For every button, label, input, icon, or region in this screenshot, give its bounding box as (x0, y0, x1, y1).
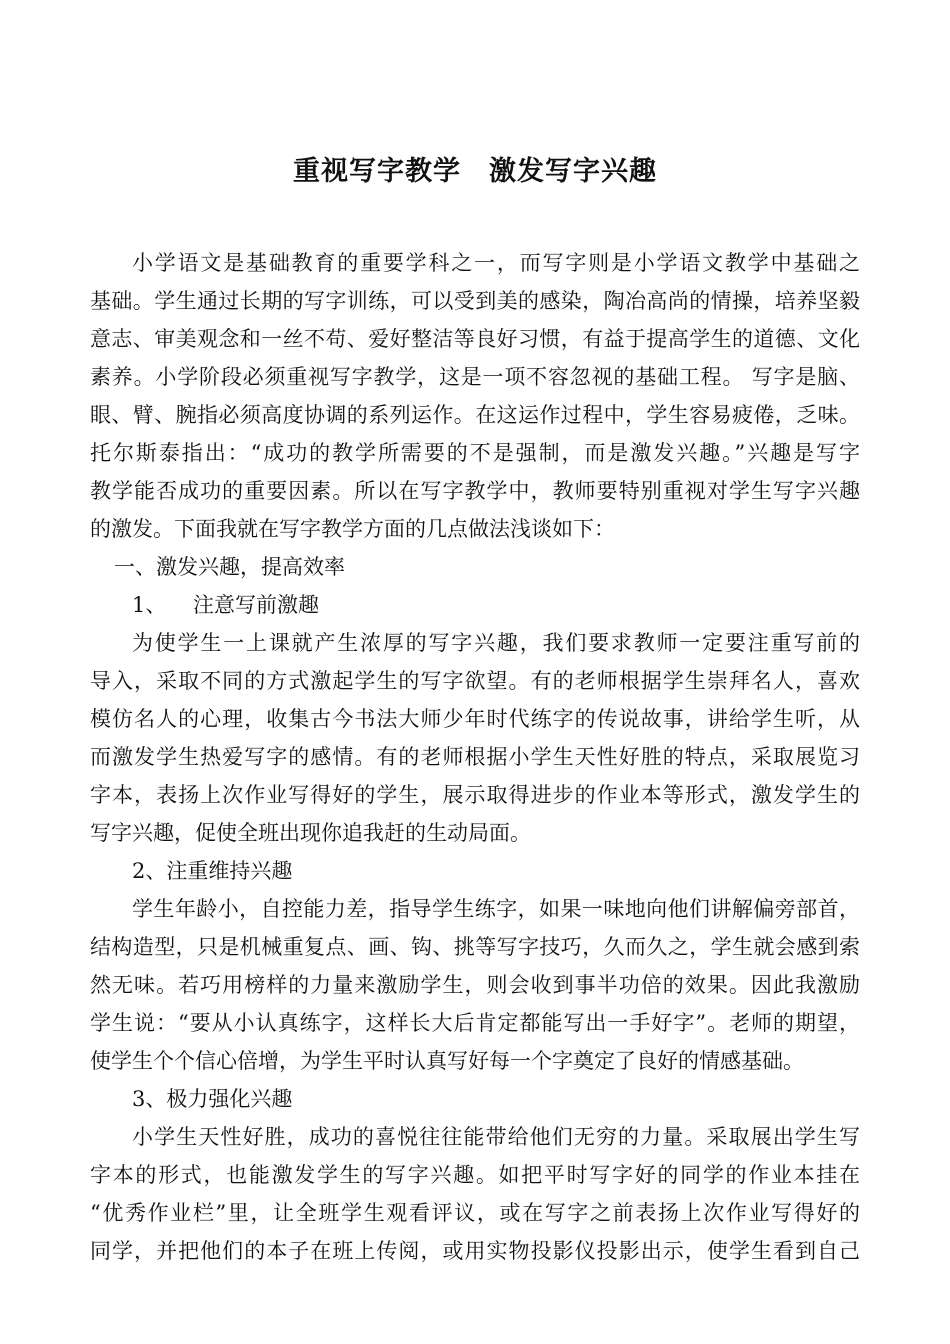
paragraph-line: 素养。小学阶段必须重视写字教学，这是一项不容忽视的基础工程。 写字是脑、 (90, 365, 860, 389)
paragraph-line: 写字兴趣，促使全班出现你追我赶的生动局面。 (90, 821, 531, 845)
paragraph-line: 的激发。下面我就在写字教学方面的几点做法浅谈如下： (90, 517, 615, 541)
paragraph-line: 同学，并把他们的本子在班上传阅，或用实物投影仪投影出示，使学生看到自己 (90, 1239, 860, 1263)
paragraph-line: 然无味。若巧用榜样的力量来激励学生，则会收到事半功倍的效果。因此我激励 (90, 973, 860, 997)
subsection-heading: 2、注重维持兴趣 (132, 859, 293, 883)
paragraph-line: 基础。学生通过长期的写字训练，可以受到美的感染，陶冶高尚的情操，培养坚毅 (90, 289, 860, 313)
paragraph-line: 字本的形式，也能激发学生的写字兴趣。如把平时写字好的同学的作业本挂在 (90, 1163, 860, 1187)
section-heading: 一、激发兴趣，提高效率 (114, 555, 345, 579)
paragraph-line: 而激发学生热爱写字的感情。有的老师根据小学生天性好胜的特点，采取展览习 (90, 745, 860, 769)
paragraph-line: 模仿名人的心理，收集古今书法大师少年时代练字的传说故事，讲给学生听，从 (90, 707, 860, 731)
subsection-heading: 1、 注意写前激趣 (132, 593, 320, 617)
paragraph-line: 学生年龄小，自控能力差，指导学生练字，如果一味地向他们讲解偏旁部首， (132, 897, 860, 921)
paragraph-line: 结构造型，只是机械重复点、画、钩、挑等写字技巧，久而久之，学生就会感到索 (90, 935, 860, 959)
paragraph-line: 为使学生一上课就产生浓厚的写字兴趣，我们要求教师一定要注重写前的 (132, 631, 860, 655)
paragraph-line: 小学生天性好胜，成功的喜悦往往能带给他们无穷的力量。采取展出学生写 (132, 1125, 860, 1149)
paragraph-line: 教学能否成功的重要因素。所以在写字教学中，教师要特别重视对学生写字兴趣 (90, 479, 860, 503)
paragraph-line: 导入，采取不同的方式激起学生的写字欲望。有的老师根据学生崇拜名人，喜欢 (90, 669, 860, 693)
subsection-heading: 3、极力强化兴趣 (132, 1087, 293, 1111)
paragraph-line: 学生说：“要从小认真练字，这样长大后肯定都能写出一手好字”。老师的期望， (90, 1011, 860, 1035)
paragraph-line: 意志、审美观念和一丝不苟、爱好整洁等良好习惯，有益于提高学生的道德、文化 (90, 327, 860, 351)
paragraph-line: 托尔斯泰指出：“成功的教学所需要的不是强制，而是激发兴趣。”兴趣是写字 (90, 441, 860, 465)
document-title: 重视写字教学 激发写字兴趣 (293, 156, 657, 187)
paragraph-line: “优秀作业栏”里，让全班学生观看评议，或在写字之前表扬上次作业写得好的 (90, 1201, 860, 1225)
paragraph-line: 字本，表扬上次作业写得好的学生，展示取得进步的作业本等形式，激发学生的 (90, 783, 860, 807)
paragraph-line: 小学语文是基础教育的重要学科之一，而写字则是小学语文教学中基础之 (132, 251, 860, 275)
paragraph-line: 使学生个个信心倍增，为学生平时认真写好每一个字奠定了良好的情感基础。 (90, 1049, 804, 1073)
paragraph-line: 眼、臂、腕指必须高度协调的系列运作。在这运作过程中，学生容易疲倦，乏味。 (90, 403, 860, 427)
